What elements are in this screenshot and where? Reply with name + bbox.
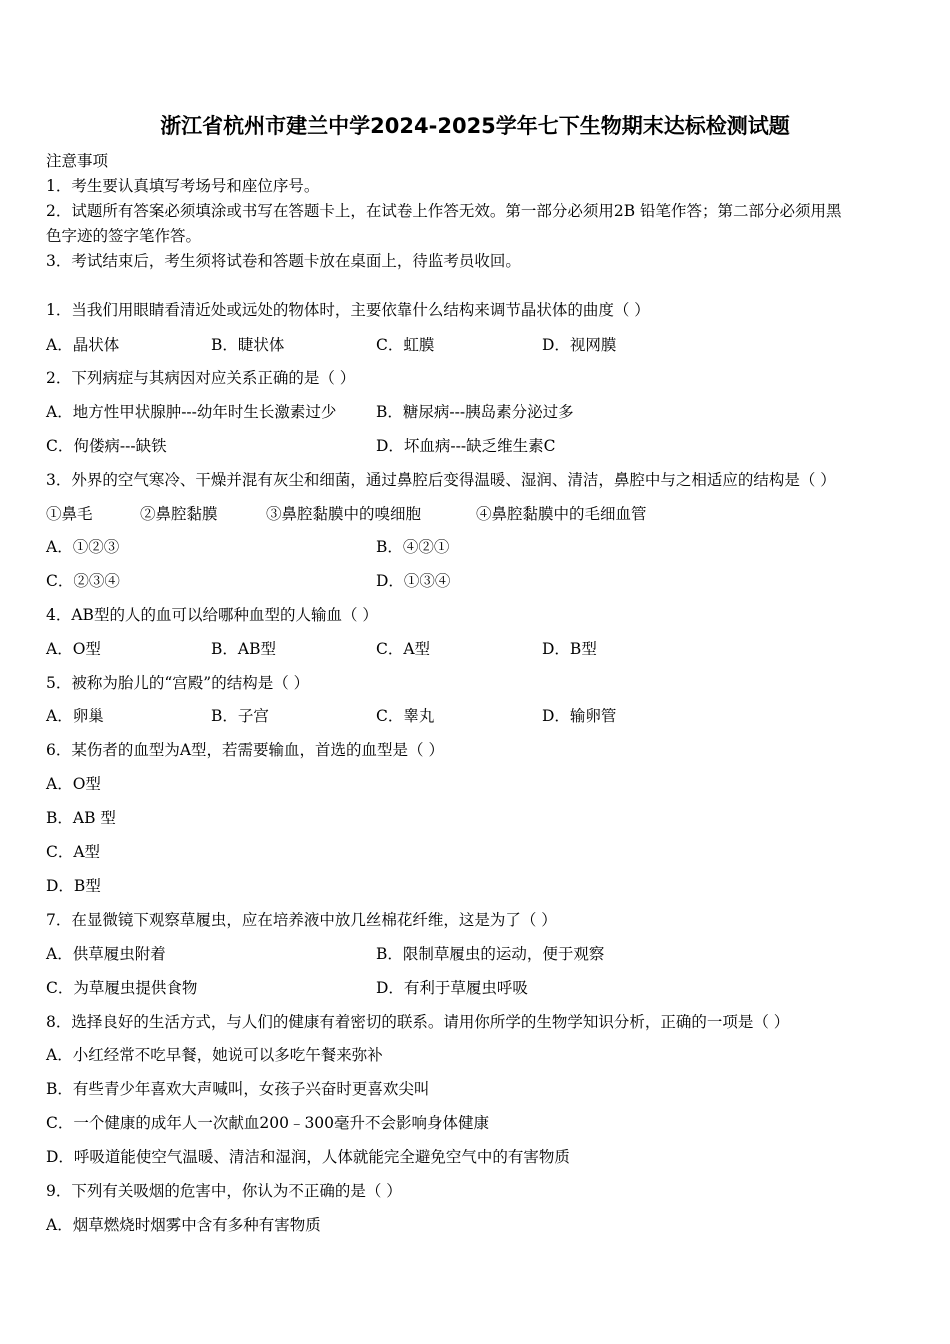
notice-item: 3．考试结束后，考生须将试卷和答题卡放在桌面上，待监考员收回。 (46, 252, 521, 270)
notice-item: 2．试题所有答案必须填涂或书写在答题卡上，在试卷上作答无效。第一部分必须用2B 铅笔作答；第二部分必须用黑 (46, 202, 842, 220)
option-a: A．卵巢 (46, 707, 104, 725)
question-stem: 8．选择良好的生活方式，与人们的健康有着密切的联系。请用你所学的生物学知识分析，正确的一项是（ ） (46, 1013, 790, 1031)
option-b: B．④②① (376, 538, 450, 556)
sub-item: ②鼻腔黏膜 (140, 505, 218, 523)
option-d: D．输卵管 (542, 707, 617, 725)
option-d: D．呼吸道能使空气温暖、清洁和湿润，人体就能完全避免空气中的有害物质 (46, 1148, 570, 1166)
option-d: D．①③④ (376, 572, 451, 590)
option-c: C．A型 (376, 640, 431, 658)
option-c: C．一个健康的成年人一次献血200﹣300毫升不会影响身体健康 (46, 1114, 490, 1132)
option-c: C．②③④ (46, 572, 120, 590)
option-b: B．睫状体 (211, 336, 285, 354)
sub-item: ③鼻腔黏膜中的嗅细胞 (266, 505, 422, 523)
option-a: A．O型 (46, 640, 101, 658)
question-stem: 3．外界的空气寒冷、干燥并混有灰尘和细菌，通过鼻腔后变得温暖、湿润、清洁，鼻腔中与之相适应的结构是（ ） (46, 471, 836, 489)
notice-item: 1．考生要认真填写考场号和座位序号。 (46, 177, 320, 195)
question-stem: 1．当我们用眼睛看清近处或远处的物体时，主要依靠什么结构来调节晶状体的曲度（ ） (46, 301, 650, 319)
sub-item: ④鼻腔黏膜中的毛细血管 (476, 505, 647, 523)
question-stem: 5．被称为胎儿的“宫殿”的结构是（ ） (46, 674, 310, 692)
option-a: A．晶状体 (46, 336, 120, 354)
option-a: A．供草履虫附着 (46, 945, 166, 963)
option-c: C．虹膜 (376, 336, 435, 354)
option-c: C．睾丸 (376, 707, 435, 725)
option-d: D．视网膜 (542, 336, 617, 354)
question-stem: 6．某伤者的血型为A型，若需要输血，首选的血型是（ ） (46, 741, 444, 759)
option-c: C．A型 (46, 843, 101, 861)
option-a: A．烟草燃烧时烟雾中含有多种有害物质 (46, 1216, 321, 1234)
option-b: B．子宫 (211, 707, 269, 725)
option-d: D．B型 (46, 877, 101, 895)
option-b: B．AB 型 (46, 809, 116, 827)
notice-heading: 注意事项 (46, 152, 109, 170)
option-d: D．B型 (542, 640, 597, 658)
notice-item: 色字迹的签字笔作答。 (46, 227, 202, 245)
page-title: 浙江省杭州市建兰中学2024-2025学年七下生物期末达标检测试题 (160, 114, 790, 138)
option-a: A．小红经常不吃早餐，她说可以多吃午餐来弥补 (46, 1046, 383, 1064)
option-c: C．为草履虫提供食物 (46, 979, 198, 997)
option-a: A．①②③ (46, 538, 120, 556)
option-b: B．限制草履虫的运动，便于观察 (376, 945, 605, 963)
sub-item: ①鼻毛 (46, 505, 93, 523)
question-stem: 2．下列病症与其病因对应关系正确的是（ ） (46, 369, 356, 387)
option-a: A．O型 (46, 775, 101, 793)
option-b: B．有些青少年喜欢大声喊叫，女孩子兴奋时更喜欢尖叫 (46, 1080, 430, 1098)
option-d: D．有利于草履虫呼吸 (376, 979, 528, 997)
question-stem: 4．AB型的人的血可以给哪种血型的人输血（ ） (46, 606, 378, 624)
option-c: C．佝偻病---缺铁 (46, 437, 167, 455)
option-a: A．地方性甲状腺肿---幼年时生长激素过少 (46, 403, 337, 421)
question-stem: 9．下列有关吸烟的危害中，你认为不正确的是（ ） (46, 1182, 402, 1200)
option-b: B．糖尿病---胰岛素分泌过多 (376, 403, 574, 421)
option-b: B．AB型 (211, 640, 276, 658)
question-stem: 7．在显微镜下观察草履虫，应在培养液中放几丝棉花纤维，这是为了（ ） (46, 911, 557, 929)
option-d: D．坏血病---缺乏维生素C (376, 437, 556, 455)
